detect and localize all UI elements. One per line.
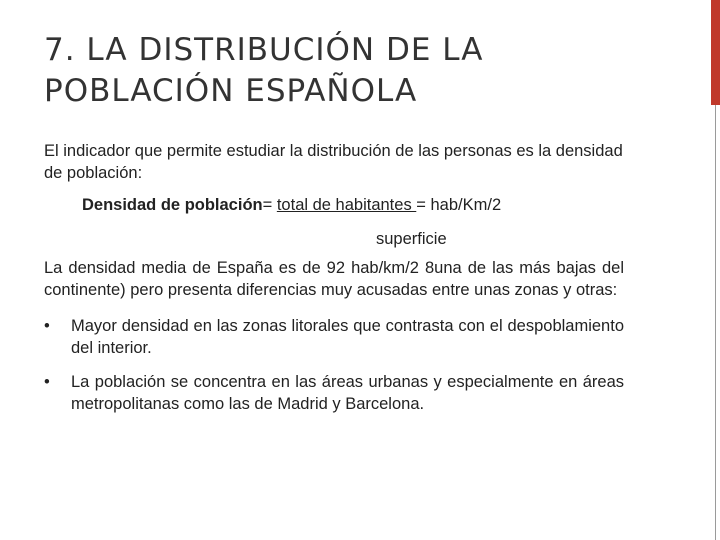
intro-paragraph: El indicador que permite estudiar la distribución de las personas es la densidad de población: [44, 142, 623, 182]
formula-denominator: superficie [376, 230, 447, 248]
formula-label: Densidad de población [82, 196, 263, 214]
bullet-icon: • [44, 317, 50, 335]
list-item [44, 371, 624, 415]
bullet-text: La población se concentra en las áreas urbanas y especialmente en áreas metropolitanas como las de Madrid y Barcelona. [71, 373, 624, 413]
formula-result: = hab/Km/2 [416, 196, 502, 214]
bullet-icon: • [44, 373, 50, 391]
accent-line [715, 105, 716, 540]
density-paragraph: La densidad media de España es de 92 hab/km/2 8una de las más bajas del continente) pero presenta diferencias muy acusadas entre unas zonas y otras: [44, 259, 624, 299]
slide-title [44, 30, 664, 112]
formula-numerator: total de habitantes [276, 196, 417, 214]
accent-bar [711, 0, 720, 105]
slide-title-line-1: 7. LA DISTRIBUCIÓN DE LA [44, 32, 484, 68]
density-formula [82, 194, 624, 216]
formula-equals: = [262, 196, 277, 214]
bullet-text: Mayor densidad en las zonas litorales que contrasta con el despoblamiento del interior. [71, 317, 624, 357]
bullet-list [44, 315, 624, 415]
slide-body [44, 140, 624, 427]
slide-title-line-2: POBLACIÓN ESPAÑOLA [44, 73, 418, 109]
list-item [44, 315, 624, 359]
